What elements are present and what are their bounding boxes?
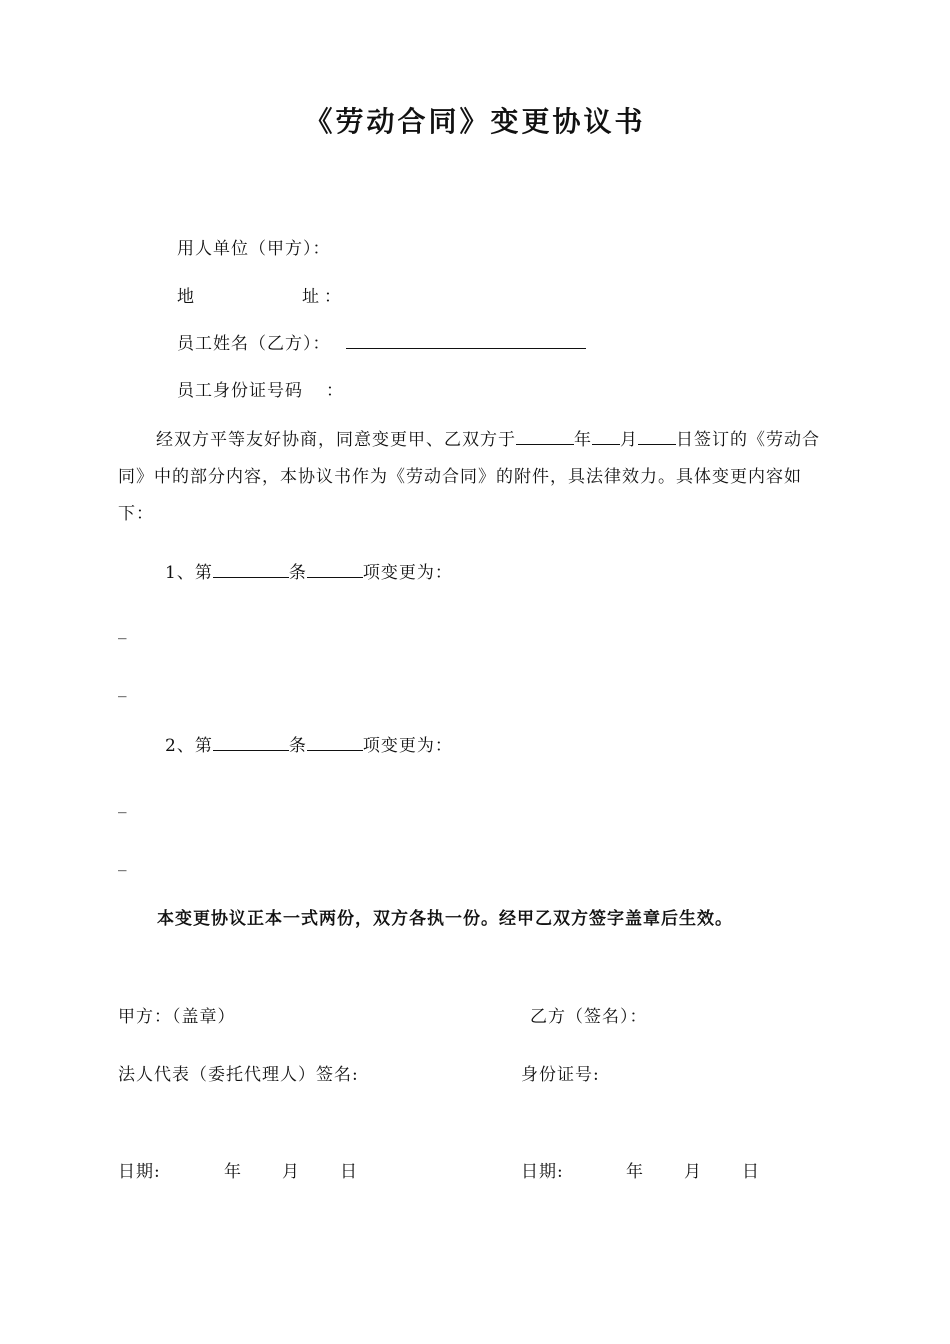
clause-1 [165,558,453,583]
clause-1-line-1[interactable]: _ [118,620,127,640]
intro-text-1: 经双方平等友好协商，同意变更甲、乙双方于 [156,430,516,450]
intro-month: 月 [620,430,638,450]
intro-text-2: 日签订的《劳动合同》中的部分内容，本协议书作为《劳动合同》的附件，具法律效力。具体变更内容如下： [118,430,820,524]
intro-paragraph [118,422,833,533]
party-b-date-day: 日 [742,1162,760,1182]
employee-id-label: 员工身份证号码 [177,381,303,401]
party-a-date-year: 年 [224,1162,242,1182]
effect-statement: 本变更协议正本一式两份，双方各执一份。经甲乙双方签字盖章后生效。 [157,909,733,929]
clause-2-line-2[interactable]: _ [118,852,127,872]
clause-2-item-field[interactable] [307,732,363,751]
address-label-a: 地 [177,287,195,307]
clause-2-tiao: 条 [288,736,307,756]
party-b-date-year: 年 [626,1162,644,1182]
clause-1-tiao: 条 [288,563,307,583]
address-colon: ： [324,287,342,307]
party-b-date-month: 月 [684,1162,702,1182]
clause-1-item-field[interactable] [307,559,363,578]
clause-1-article-field[interactable] [213,559,289,578]
legal-rep-label: 法人代表（委托代理人）签名: [118,1065,359,1085]
clause-2-line-1[interactable]: _ [118,794,127,814]
clause-1-num: 1、第 [165,563,213,583]
id-number-label: 身份证号: [521,1065,600,1085]
party-a-seal-label: 甲方：（盖章） [118,1007,236,1027]
employee-name-field[interactable] [346,348,586,349]
employer-label: 用人单位（甲方）： [177,239,331,259]
page-title: 《劳动合同》变更协议书 [304,105,646,138]
clause-1-line-2[interactable]: _ [118,678,127,698]
clause-2-article-field[interactable] [213,732,289,751]
address-label-b: 址 [302,287,320,307]
sign-day-field[interactable] [638,426,676,445]
party-a-date-month: 月 [282,1162,300,1182]
party-a-date-label: 日期: [118,1162,161,1182]
clause-2-num: 2、第 [165,736,213,756]
employee-id-colon: ： [326,381,344,401]
party-b-sign-label: 乙方（签名）： [530,1007,648,1027]
clause-2 [165,731,453,756]
sign-year-field[interactable] [516,426,574,445]
clause-1-change: 项变更为： [362,563,453,583]
clause-2-change: 项变更为： [362,736,453,756]
sign-month-field[interactable] [592,426,620,445]
employee-name-label: 员工姓名（乙方）： [177,334,331,354]
intro-year: 年 [574,430,592,450]
party-a-date-day: 日 [340,1162,358,1182]
party-b-date-label: 日期: [521,1162,564,1182]
